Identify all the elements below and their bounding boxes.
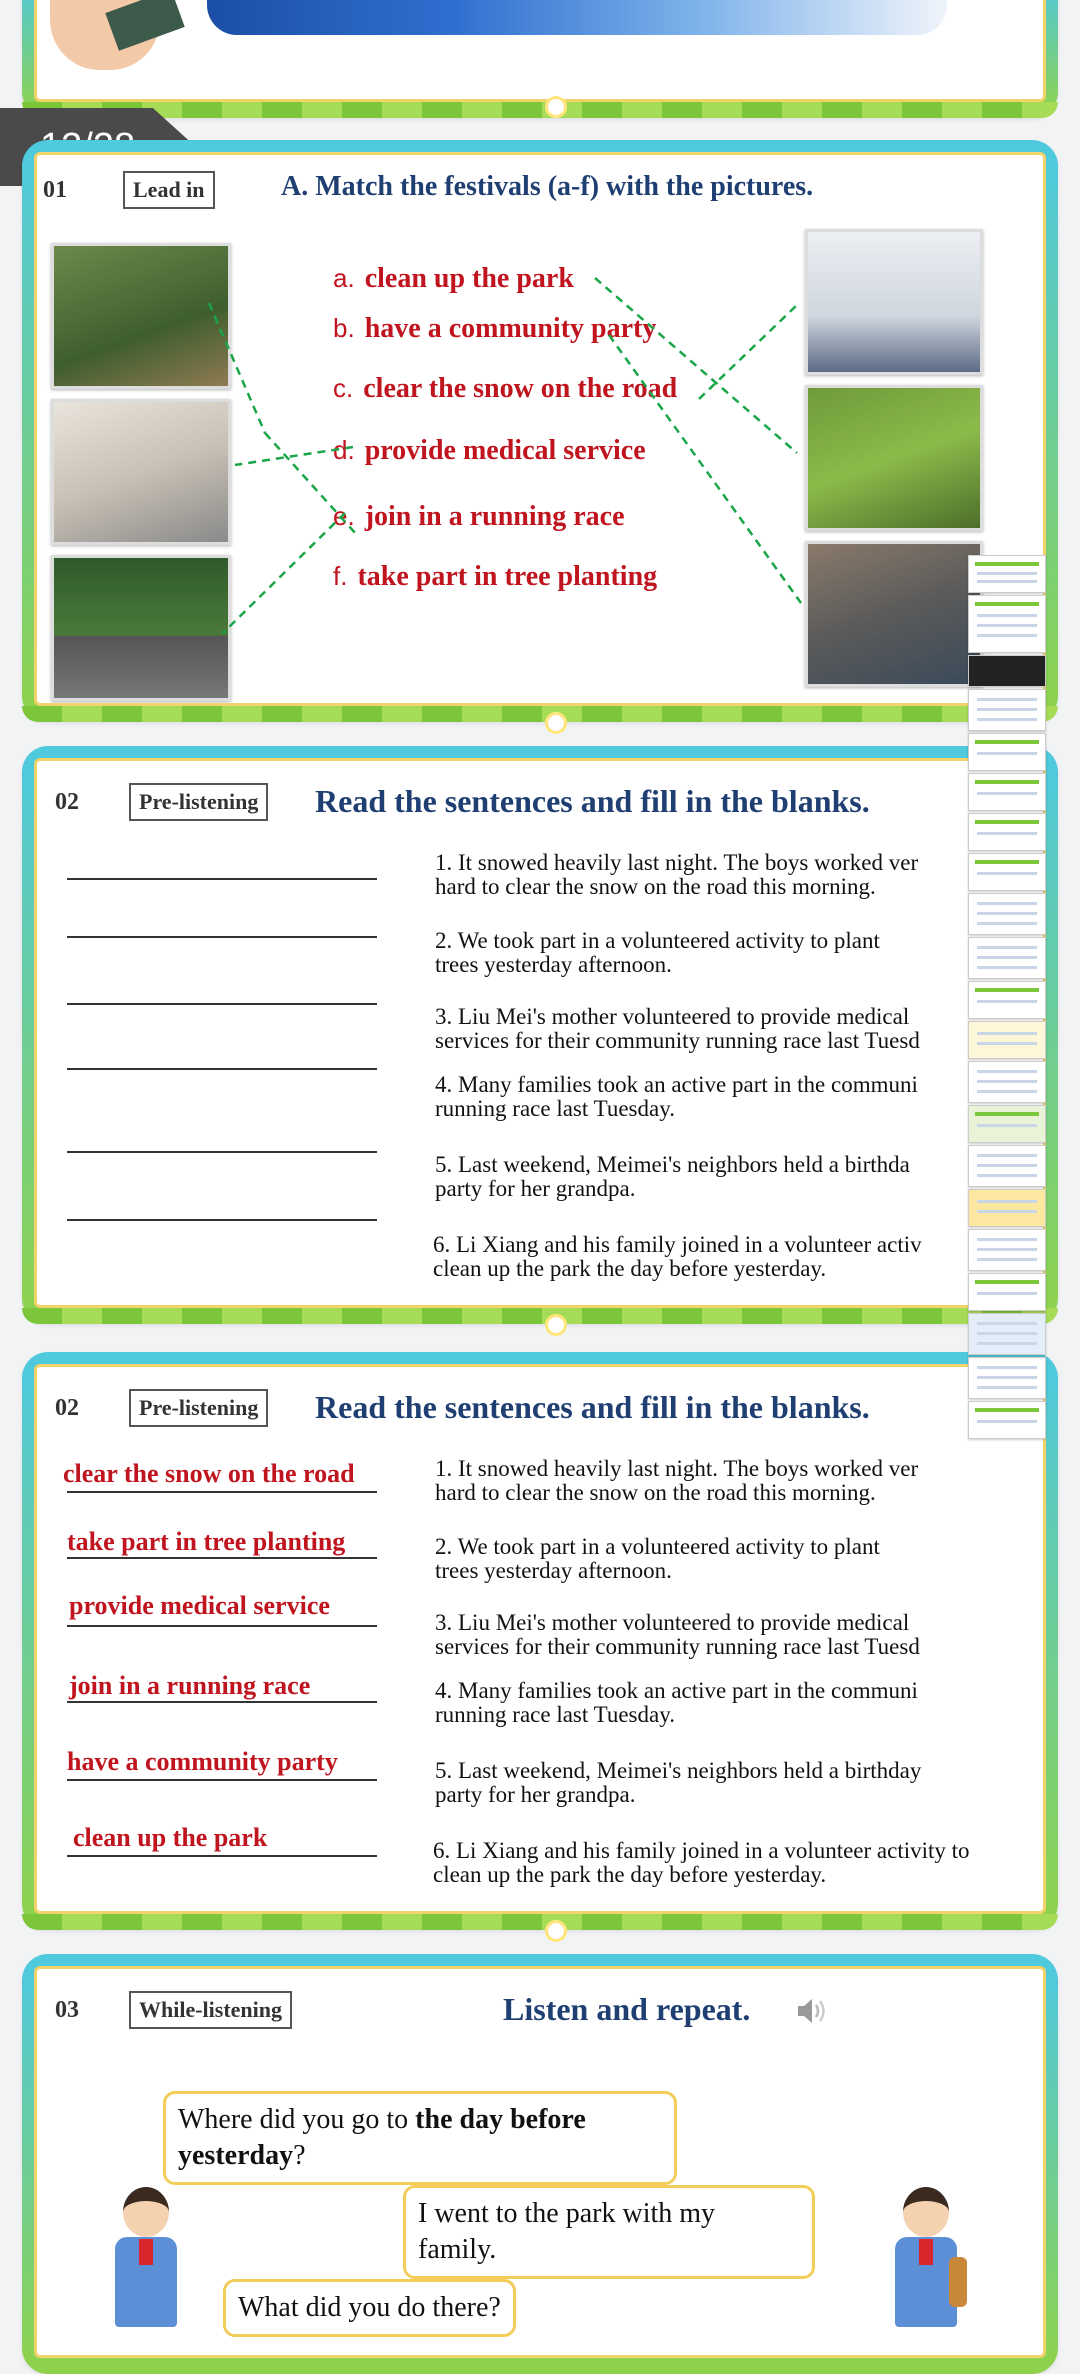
option-e: e. join in a running race	[333, 501, 625, 532]
sentence-5: 5. Last weekend, Meimei's neighbors held a birthday party for her grandpa.	[435, 1758, 922, 1807]
slide-pre-listening-answers[interactable]	[22, 1352, 1058, 1930]
slide-thumbnail[interactable]	[968, 1229, 1046, 1271]
section-number: 03	[55, 1997, 79, 2023]
sentence-2: 2. We took part in a volunteered activity to plant trees yesterday afternoon.	[435, 1534, 880, 1583]
sentence-2: 2. We took part in a volunteered activity to plant trees yesterday afternoon.	[435, 928, 880, 977]
flower-decoration	[545, 1920, 567, 1942]
slide-lead-in[interactable]	[22, 140, 1058, 722]
match-lines	[37, 155, 1037, 706]
slide-thumbnail[interactable]	[968, 1401, 1046, 1439]
blank-2[interactable]	[67, 1557, 377, 1559]
section-tag: While-listening	[129, 1991, 292, 2029]
blank-5[interactable]	[67, 1151, 377, 1153]
slide-thumbnail[interactable]	[968, 1273, 1046, 1311]
option-f: f. take part in tree planting	[333, 561, 658, 592]
blank-3[interactable]	[67, 1003, 377, 1005]
blank-3[interactable]	[67, 1625, 377, 1627]
slide-thumbnail[interactable]	[968, 853, 1046, 891]
slide-title: Read the sentences and fill in the blanks.	[315, 1389, 870, 1425]
blank-6[interactable]	[67, 1855, 377, 1857]
speech-bubble-answer: I went to the park with my family.	[403, 2185, 815, 2279]
slide-pre-listening-blank[interactable]	[22, 746, 1058, 1324]
speech-bubble-question-1: Where did you go to the day before yesterday?	[163, 2091, 677, 2185]
slide-lead-in-content	[34, 152, 1046, 706]
sentence-1: 1. It snowed heavily last night. The boys worked ver hard to clear the snow on the road this morning.	[435, 850, 919, 899]
slide-thumbnail[interactable]	[968, 655, 1046, 687]
sentence-5: 5. Last weekend, Meimei's neighbors held a birthda party for her grandpa.	[435, 1152, 910, 1201]
slide-title: Listen and repeat.	[503, 1991, 751, 2027]
slide-pre-listening-blank-content	[34, 758, 1046, 1308]
slide-footer-border	[22, 102, 1058, 118]
slide-while-listening[interactable]	[22, 1954, 1058, 2374]
section-number: 01	[43, 177, 67, 203]
option-b: b. have a community party	[333, 313, 657, 344]
section-tag: Pre-listening	[129, 783, 268, 821]
flower-decoration	[545, 1314, 567, 1336]
teacher-figure	[20, 0, 190, 80]
slide-title: A. Match the festivals (a-f) with the pictures.	[281, 171, 814, 202]
blank-1[interactable]	[67, 1491, 377, 1493]
sentence-6: 6. Li Xiang and his family joined in a volunteer activity to clean up the park the day before yesterday.	[433, 1838, 970, 1887]
answer-4: join in a running race	[69, 1671, 311, 1700]
slide-thumbnail[interactable]	[968, 1313, 1046, 1355]
slide-thumbnail[interactable]	[968, 689, 1046, 731]
slide-footer-border	[22, 706, 1058, 722]
slide-thumbnail-strip[interactable]	[968, 555, 1046, 1705]
boy-character-right	[889, 2187, 965, 2358]
slide-while-listening-content	[34, 1966, 1046, 2358]
slide-thumbnail[interactable]	[968, 1105, 1046, 1143]
speaker-icon[interactable]	[794, 1995, 830, 2027]
answer-5: have a community party	[67, 1747, 338, 1776]
section-tag: Pre-listening	[129, 1389, 268, 1427]
slide-thumbnail[interactable]	[968, 1021, 1046, 1059]
section-tag: Lead in	[123, 171, 215, 209]
boy-character-left	[111, 2187, 181, 2358]
blank-5[interactable]	[67, 1779, 377, 1781]
sentence-3: 3. Liu Mei's mother volunteered to provide medical services for their community running race last Tuesd	[435, 1004, 920, 1053]
answer-2: take part in tree planting	[67, 1527, 346, 1556]
flower-decoration	[545, 96, 567, 118]
slide-thumbnail[interactable]	[968, 595, 1046, 653]
sentence-4: 4. Many families took an active part in the communi running race last Tuesday.	[435, 1678, 918, 1727]
slide-pre-listening-answers-content	[34, 1364, 1046, 1914]
sentence-1: 1. It snowed heavily last night. The boys worked ver hard to clear the snow on the road this morning.	[435, 1456, 919, 1505]
option-d: d. provide medical service	[333, 435, 646, 466]
blank-4[interactable]	[67, 1068, 377, 1070]
slide-thumbnail[interactable]	[968, 893, 1046, 935]
answer-3: provide medical service	[69, 1591, 330, 1620]
sentence-6: 6. Li Xiang and his family joined in a volunteer activ clean up the park the day before yesterday.	[433, 1232, 922, 1281]
answer-6: clean up the park	[73, 1823, 268, 1852]
answer-1: clear the snow on the road	[63, 1459, 355, 1488]
sentence-3: 3. Liu Mei's mother volunteered to provide medical services for their community running race last Tuesd	[435, 1610, 920, 1659]
option-c: c. clear the snow on the road	[333, 373, 678, 404]
blank-6[interactable]	[67, 1219, 377, 1221]
blank-4[interactable]	[67, 1701, 377, 1703]
sentence-4: 4. Many families took an active part in the communi running race last Tuesday.	[435, 1072, 918, 1121]
slide-footer-border	[22, 1308, 1058, 1324]
slide-footer-border	[22, 1914, 1058, 1930]
slide-thumbnail[interactable]	[968, 733, 1046, 771]
option-a: a. clean up the park	[333, 263, 574, 294]
slide-thumbnail[interactable]	[968, 773, 1046, 811]
slide-thumbnail[interactable]	[968, 813, 1046, 851]
blank-2[interactable]	[67, 936, 377, 938]
section-number: 02	[55, 1395, 79, 1421]
section-number: 02	[55, 789, 79, 815]
flower-decoration	[545, 712, 567, 734]
banner-image	[207, 0, 947, 35]
slide-thumbnail[interactable]	[968, 1357, 1046, 1399]
slide-thumbnail[interactable]	[968, 1061, 1046, 1103]
slide-thumbnail[interactable]	[968, 981, 1046, 1019]
slide-thumbnail[interactable]	[968, 937, 1046, 979]
slide-thumbnail[interactable]	[968, 555, 1046, 593]
blank-1[interactable]	[67, 878, 377, 880]
speech-bubble-question-2: What did you do there?	[223, 2279, 516, 2337]
slide-thumbnail[interactable]	[968, 1145, 1046, 1187]
slide-thumbnail[interactable]	[968, 1189, 1046, 1227]
slide-title: Read the sentences and fill in the blanks.	[315, 783, 870, 819]
